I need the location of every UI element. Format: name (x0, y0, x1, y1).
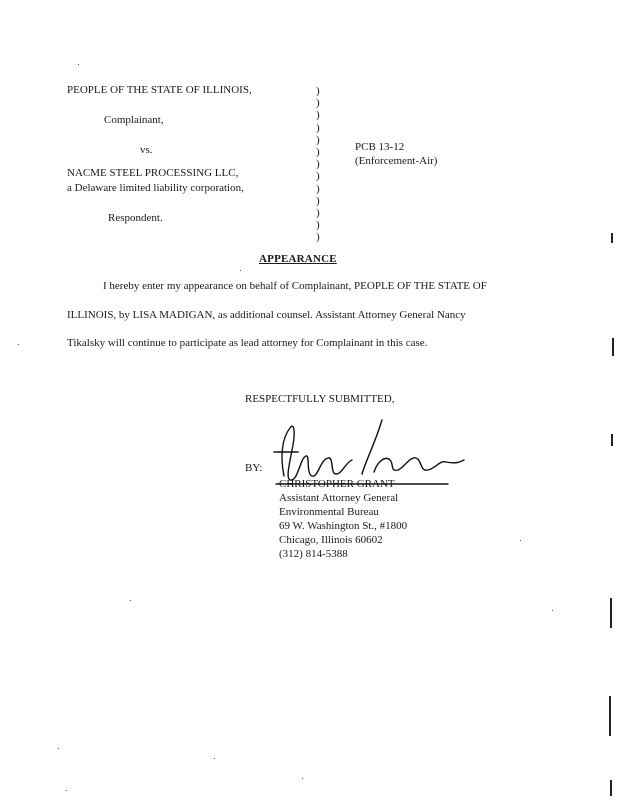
defendant-name: NACME STEEL PROCESSING LLC, (67, 167, 239, 179)
signer-phone: (312) 814-5388 (279, 548, 348, 560)
signer-name: CHRISTOPHER GRANT (279, 478, 395, 490)
scan-speck (78, 64, 79, 65)
scan-speck (66, 790, 67, 791)
defendant-description: a Delaware limited liability corporation, (67, 182, 244, 194)
plaintiff-role: Complainant, (104, 114, 164, 126)
signer-city: Chicago, Illinois 60602 (279, 534, 383, 546)
case-number: PCB 13-12 (355, 141, 405, 153)
scan-artifact-mark (611, 434, 613, 446)
caption-brackets: ) ) ) ) ) ) ) ) ) ) ) ) ) (316, 85, 320, 244)
signer-street: 69 W. Washington St., #1800 (279, 520, 408, 532)
case-type: (Enforcement-Air) (355, 155, 438, 167)
closing-text: RESPECTFULLY SUBMITTED, (245, 393, 395, 405)
body-line-3: Tikalsky will continue to participate as lead attorney for Complainant in this case. (67, 337, 428, 349)
signer-bureau: Environmental Bureau (279, 506, 379, 518)
body-line-2: ILLINOIS, by LISA MADIGAN, as additional counsel. Assistant Attorney General Nancy (67, 309, 466, 321)
scan-speck (302, 778, 303, 779)
scan-speck (552, 610, 553, 611)
signer-position: Assistant Attorney General (279, 492, 399, 504)
document-title: APPEARANCE (259, 253, 337, 265)
scan-artifact-mark (609, 696, 611, 736)
by-label: BY: (245, 462, 263, 474)
body-line-1: I hereby enter my appearance on behalf of Complainant, PEOPLE OF THE STATE OF (103, 280, 487, 292)
scan-artifact-mark (610, 598, 612, 628)
scan-speck (520, 540, 521, 541)
scan-speck (58, 748, 59, 749)
scan-artifact-mark (611, 233, 613, 243)
scan-artifact-mark (610, 780, 612, 796)
scan-artifact-mark (612, 338, 614, 356)
scan-speck (240, 270, 241, 271)
scan-speck (214, 758, 215, 759)
plaintiff-name: PEOPLE OF THE STATE OF ILLINOIS, (67, 84, 252, 96)
scan-speck (130, 600, 131, 601)
defendant-role: Respondent. (108, 212, 163, 224)
scan-speck (18, 344, 19, 345)
versus-label: vs. (140, 144, 153, 156)
